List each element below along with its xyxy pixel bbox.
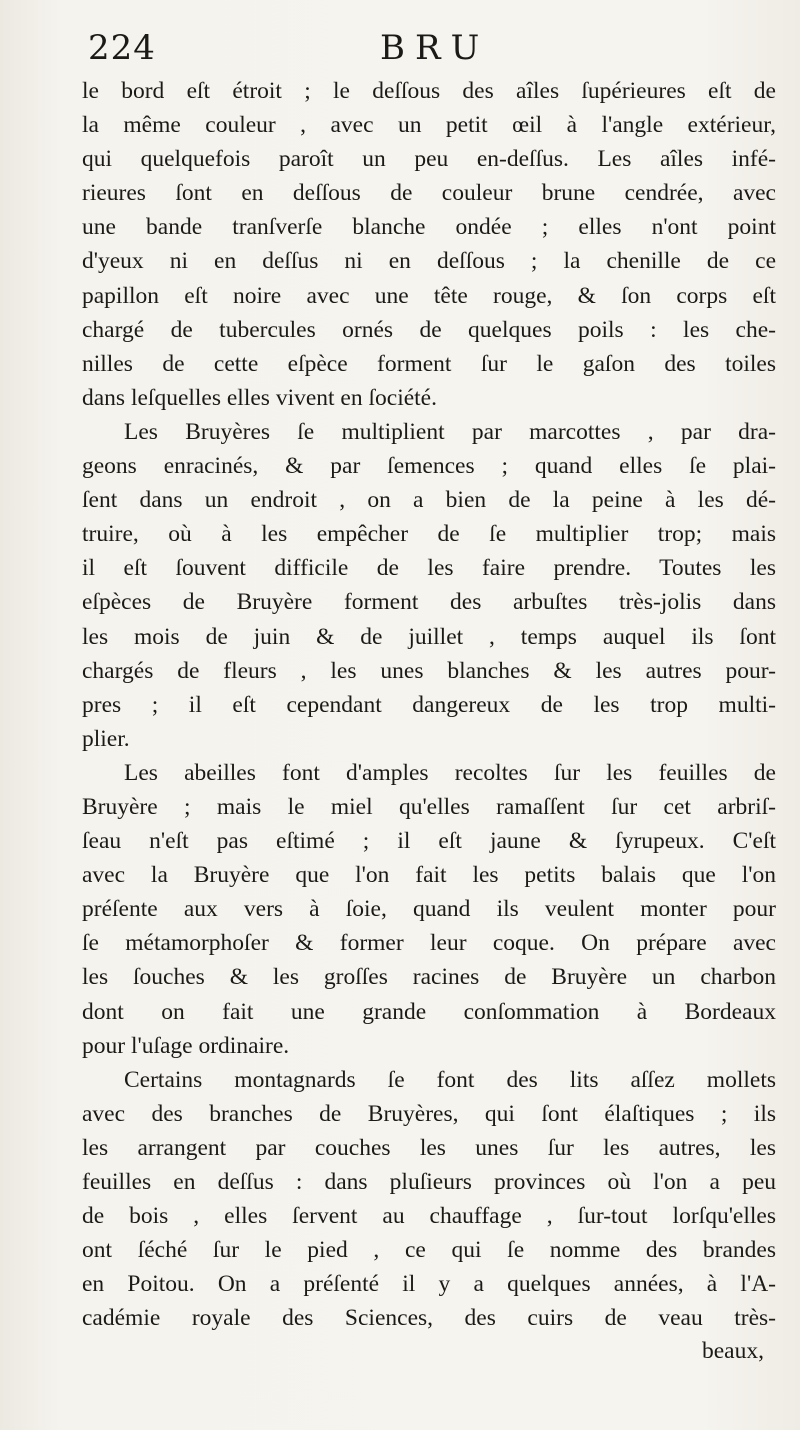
text-line: papillon eſt noire avec une tête rouge, & ſon corps eſt [82,282,776,309]
text-line: avec des branches de Bruyères, qui ſont élaſtiques ; ils [82,1100,776,1127]
text-line: avec la Bruyère que l'on fait les petits balais que l'on [82,862,776,889]
text-line: ſe métamorphoſer & former leur coque. On prépare avec [82,930,776,957]
text-line: ſeau n'eſt pas eſtimé ; il eſt jaune & ſyrupeux. C'eſt [82,828,776,855]
page-header [80,24,780,72]
text-line: ſent dans un endroit , on a bien de la peine à les dé- [82,487,776,514]
body-text [82,74,776,1335]
text-line: plier. [82,725,130,752]
text-line: qui quelquefois paroît un peu en-deſſus. Les aîles infé- [82,146,776,173]
text-line: en Poitou. On a préſenté il y a quelques années, à l'A- [82,1271,776,1298]
text-line: pour l'uſage ordinaire. [82,1032,290,1059]
text-line: nilles de cette eſpèce forment ſur le gaſon des toiles [82,350,776,377]
text-line: cadémie royale des Sciences, des cuirs de veau très- [82,1305,776,1332]
paragraph-start-line: Les abeilles font d'amples recoltes ſur les feuilles de [124,759,776,786]
text-line: pres ; il eſt cependant dangereux de les trop multi- [82,691,776,718]
paragraph-start-line: Certains montagnards ſe font des lits aſſez mollets [124,1066,776,1093]
text-line: dans leſquelles elles vivent en ſociété. [82,384,437,411]
text-line: dont on fait une grande conſommation à Bordeaux [82,998,776,1025]
text-line: préſente aux vers à ſoie, quand ils veulent monter pour [82,896,776,923]
text-line: une bande tranſverſe blanche ondée ; elles n'ont point [82,214,776,241]
text-line: truire, où à les empêcher de ſe multiplier trop; mais [82,521,776,548]
text-line: les mois de juin & de juillet , temps auquel ils ſont [82,623,776,650]
running-head: BRU [380,28,490,68]
text-line: Bruyère ; mais le miel qu'elles ramaſſent ſur cet arbriſ- [82,793,776,820]
text-line: le bord eſt étroit ; le deſſous des aîles ſupérieures eſt de [82,78,776,104]
catchword: beaux, [702,1338,764,1364]
text-line: rieures ſont en deſſous de couleur brune cendrée, avec [82,180,776,207]
text-line: les ſouches & les groſſes racines de Bruyère un charbon [82,964,776,991]
text-line: les arrangent par couches les unes ſur les autres, les [82,1134,776,1161]
text-line: d'yeux ni en deſſus ni en deſſous ; la chenille de ce [82,248,776,275]
text-line: chargés de fleurs , les unes blanches & les autres pour- [82,657,776,684]
text-line: ont ſéché ſur le pied , ce qui ſe nomme des brandes [82,1237,776,1264]
page-number: 224 [88,28,156,68]
paragraph-start-line: Les Bruyères ſe multiplient par marcottes , par dra- [124,418,776,445]
text-line: il eſt ſouvent difficile de les faire prendre. Toutes les [82,555,776,582]
text-line: la même couleur , avec un petit œil à l'angle extérieur, [82,112,776,139]
text-line: chargé de tubercules ornés de quelques poils : les che- [82,316,776,343]
text-line: eſpèces de Bruyère forment des arbuſtes très-jolis dans [82,589,776,616]
text-line: geons enracinés, & par ſemences ; quand elles ſe plai- [82,453,776,480]
text-line: feuilles en deſſus : dans pluſieurs provinces où l'on a peu [82,1169,776,1195]
text-line: de bois , elles ſervent au chauffage , ſur-tout lorſqu'elles [82,1203,776,1230]
